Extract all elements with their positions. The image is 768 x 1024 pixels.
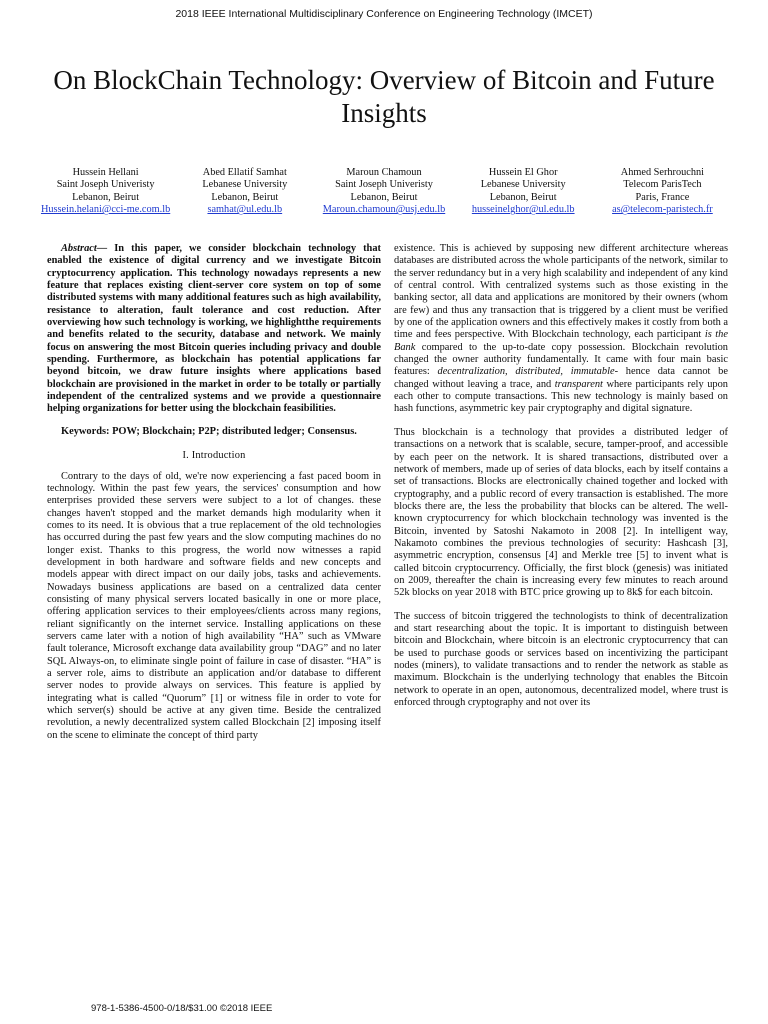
conference-header: 2018 IEEE International Multidisciplinary Conference on Engineering Technology (IMCET) — [175, 8, 593, 20]
author-affiliation: Saint Joseph Univeristy — [56, 179, 155, 191]
author-email-link[interactable]: samhat@ul.edu.lb — [207, 204, 283, 216]
author-2 — [175, 167, 314, 217]
right-column — [394, 243, 728, 709]
emphasis-run: transparent — [554, 378, 603, 390]
author-name: Ahmed Serhrouchni — [620, 167, 705, 178]
author-location: Lebanon, Beirut — [211, 191, 279, 203]
copyright-footer: 978-1-5386-4500-0/18/$31.00 ©2018 IEEE — [91, 1003, 273, 1014]
intro-paragraph: Contrary to the days of old, we're now experiencing a fast paced boom in technology. Within the past few years, the services' consumption and how enterprises provided these servers were subject to a lot of changes. these changes haven't stopped and the market demands high modularity when it comes to its need. It is obvious that a true replacement of the old technologies has occurred during the past few years and the slow computing machines do no longer exist. Thanks to this progress, the world now witnesses a rapid development in both hardware and software fields and new concepts and models appear with direct impact on our daily jobs, tasks and achievements. Nowadays business applications are based on a centralized data center consisting of many physical servers located basically in one or more place, offering application services to their employees/clients across many regions, reliant significantly on the internet service. Installing applications on these servers came later with a notion of high availability “HA” such as VMware fault tolerance, Microsoft exchange data availability group “DAG” and no later SQL Always-on, to eliminate single point of failure in case of disaster. “HA” is a server role, aims to distribute an application and/or database to different server nodes to provide always on services. This feature is applied by integrating what is called “Quorum” [1] or witness file in order to vote for which server(s) should be active at any given time. Beside the centralized revolution, a newly decentralized system called Blockchain [2] imposing itself on the scene to eliminate the concept of third party — [47, 470, 381, 741]
abstract-label: Abstract— — [61, 243, 108, 254]
right-paragraph-3: The success of bitcoin triggered the technologists to think of decentralization and start researching about the topic. It is important to distinguish between bitcoin and Blockchain, where bitcoin is an electronic cryptocurrency that can be used to purchase goods or services based on incentivizing the participant nodes (miners), to validate transactions and to render the network as stable as maximum. Blockchain is the underlying technology that enables the Bitcoin network to operate in an open, autonomous, decentralized model, where trust is enforced through cryptography and not over its — [394, 610, 728, 709]
emphasis-run: is the Bank — [394, 329, 728, 353]
author-1 — [36, 167, 175, 217]
author-block — [36, 167, 732, 217]
author-3 — [314, 167, 453, 217]
text-run: compared to the up-to-date copy possession. Blockchain revolution changed the owner authority fundamentally. It came with four main basic features: — [394, 341, 728, 378]
author-affiliation: Lebanese University — [480, 179, 566, 191]
author-affiliation: Saint Joseph Univeristy — [335, 179, 433, 191]
author-location: Lebanon, Beirut — [72, 191, 140, 203]
section-heading-introduction: I. Introduction — [182, 450, 246, 462]
emphasis-run: decentralization, distributed, immutable — [437, 366, 615, 378]
author-name: Maroun Chamoun — [346, 167, 422, 178]
author-4 — [454, 167, 593, 217]
author-email-link[interactable]: husseinelghor@ul.edu.lb — [471, 204, 575, 216]
author-name: Hussein Hellani — [72, 167, 139, 178]
author-email-link[interactable]: Maroun.chamoun@usj.edu.lb — [322, 204, 446, 216]
abstract-text: In this paper, we consider blockchain technology that enabled the existence of digital currency and we investigate Bitcoin cryptocurrency application. This technology nowadays represents a new feature that replaces existing client-server core system on top of some distributed systems with many additional features such as high availability, resistance to alteration, fault tolerance and cost reduction. After overviewing how such technology is working, we highlightthe requirements and benefits related to the security, database and network. We mainly focus on answering the most Bitcoin queries including privacy and double spending. Furthermore, as blockchain has potential applications far beyond bitcoin, we draw future insights where applications based blockchain are provisioned in the market in order to be totally or partially independent of the centralized systems and we provide a questionnaire helping organizations for better using the blockchain feasibilities. — [47, 243, 381, 415]
right-paragraph-1 — [394, 243, 728, 416]
author-affiliation: Telecom ParisTech — [623, 179, 702, 191]
text-run: where participants rely upon each other to compute transactions. This new technology is mainly based on hash functions, asymmetric key pair cryptography and digital signature. — [394, 378, 728, 415]
author-email-link[interactable]: as@telecom-paristech.fr — [612, 204, 713, 216]
abstract — [47, 243, 381, 416]
author-name: Abed Ellatif Samhat — [202, 167, 287, 178]
author-email-link[interactable]: Hussein.helani@cci-me.com.lb — [40, 204, 171, 216]
author-location: Lebanon, Beirut — [489, 191, 557, 203]
paper-title: On BlockChain Technology: Overview of Bitcoin and Future Insights — [53, 65, 715, 128]
text-run: existence. This is achieved by supposing new different architecture whereas databases are distributed across the whole participants of the network, similar to the server redundancy but in a very high scalability and independent of any kind of central control. With centralized systems such as those existing in the banking sector, all data and applications are monitored by their owners (whom are few) and thus any transaction that is triggered by a client must be verified by one of the application owners and this effectively makes it costly from both a time and fees perspective. With Blockchain technology, each participant — [394, 243, 728, 341]
author-location: Lebanon, Beirut — [350, 191, 418, 203]
author-5 — [593, 167, 732, 217]
right-paragraph-2: Thus blockchain is a technology that provides a distributed ledger of transactions on a network that is scalable, secure, tamper-proof, and accessible by each peer on the network. It is shared transactions, distributed over a network of members, made up of series of data blocks, each by itself contains a set of transactions. Blocks are electronically chained together and locked with cryptography, and a public record of every transaction is established. The more blocks there are, the less the probability that blocks can be altered. The well-known cryptocurrency for which blockchain technology was invented is the Bitcoin, invented by Satoshi Nakamoto in 2008 [2]. In intelligent way, Nakamoto combines the previous technologies of security: Hashcash [3], asymmetric encryption, consensus [4] and Merkle tree [5] to invent what is called bitcoin cryptocurrency. Officially, the first block (genesis) was initiated on 2009, thereafter the chain is increasing every few minutes to reach around 52k blocks on year 2018 with BTC price growing up to 8k$ for each bitcoin. — [394, 426, 728, 599]
author-affiliation: Lebanese University — [202, 179, 288, 191]
author-location: Paris, France — [635, 191, 690, 203]
author-name: Hussein El Ghor — [488, 167, 558, 178]
left-column — [47, 243, 381, 742]
text-run: - hence data cannot be changed without leaving a trace, and — [394, 366, 728, 390]
keywords: Keywords: POW; Blockchain; P2P; distributed ledger; Consensus. — [61, 425, 357, 437]
